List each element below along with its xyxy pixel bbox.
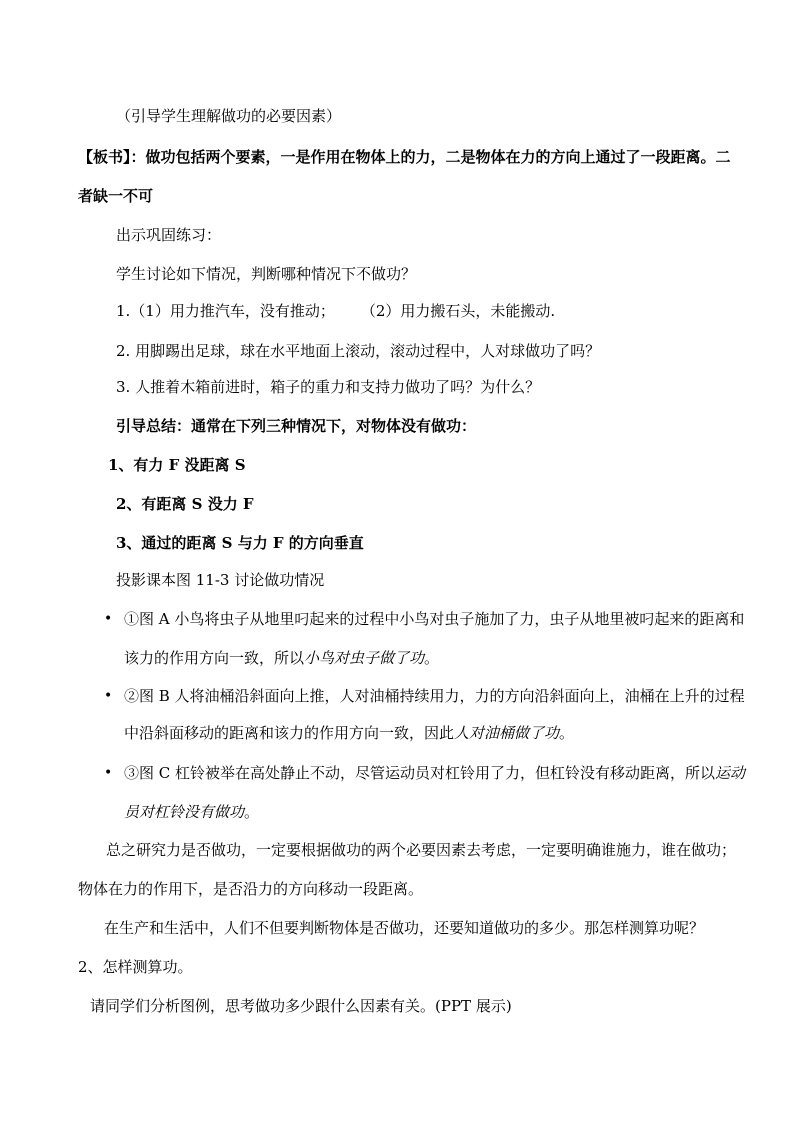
- figure-c-conclusion: 员对杠铃没有做功: [124, 803, 245, 821]
- figure-c-conclusion-start: 运动: [715, 764, 746, 782]
- figure-b-text: 中沿斜面移动的距离和该力的作用方向一致，因此: [124, 724, 455, 742]
- exercise-item-1: [116, 301, 555, 321]
- summary-line-2: 物体在力的作用下，是否沿力的方向移动一段距离。: [78, 880, 424, 898]
- exercise-item-2: 2. 用脚踢出足球，球在水平地面上滚动，滚动过程中，人对球做功了吗？: [116, 342, 601, 360]
- blackboard-label: 【板书】: [78, 148, 131, 166]
- figure-a-line-2: [124, 648, 439, 668]
- discussion-prompt: 学生讨论如下情况，判断哪种情况下不做功？: [116, 265, 417, 283]
- transition-question: 在生产和生活中，人们不但要判断物体是否做功，还要知道做功的多少。那怎样测算功呢？: [104, 919, 705, 937]
- blackboard-line-2: 者缺一不可: [78, 187, 154, 205]
- blackboard-line-1: [78, 147, 731, 167]
- case-2: 2、有距离 S 没力 F: [116, 495, 254, 513]
- exercise-item-3: 3. 人推着木箱前进时，箱子的重力和支持力做功了吗？为什么？: [116, 378, 541, 396]
- blackboard-text: ：做功包括两个要素，一是作用在物体上的力，二是物体在力的方向上通过了一段距离。二: [130, 148, 731, 166]
- summary-intro: 引导总结：通常在下列三种情况下，对物体没有做功：: [116, 417, 477, 435]
- figure-a-conclusion: 小鸟对虫子做了功: [304, 649, 425, 667]
- bullet-2: •: [104, 688, 113, 704]
- figure-b-conclusion: 人对油桶做了功: [454, 724, 560, 742]
- figure-c-line-1: [124, 763, 745, 783]
- exercise-item-1b: （2）用力搬石头，未能搬动.: [360, 302, 556, 320]
- figure-a-line-1: ①图 A 小鸟将虫子从地里叼起来的过程中小鸟对虫子施加了力，虫子从地里被叼起来的距离和: [124, 610, 745, 628]
- figure-a-text: 该力的作用方向一致，所以: [124, 649, 305, 667]
- bullet-1: •: [104, 611, 113, 627]
- figure-b-end: 。: [559, 724, 575, 742]
- section-heading: 2、怎样测算功。: [78, 958, 193, 976]
- analysis-prompt: 请同学们分析图例，思考做功多少跟什么因素有关。(PPT 展示): [90, 997, 512, 1015]
- figure-a-end: 。: [424, 649, 440, 667]
- projection-note: 投影课本图 11-3 讨论做功情况: [116, 571, 325, 589]
- figure-b-line-2: [124, 723, 574, 743]
- figure-c-end: 。: [244, 803, 260, 821]
- exercise-heading: 出示巩固练习：: [116, 226, 222, 244]
- figure-b-line-1: ②图 B 人将油桶沿斜面向上推，人对油桶持续用力，力的方向沿斜面向上，油桶在上升的过程: [124, 687, 745, 705]
- guide-note: （引导学生理解做功的必要因素）: [116, 107, 342, 125]
- figure-c-text: ③图 C 杠铃被举在高处静止不动，尽管运动员对杠铃用了力，但杠铃没有移动距离，所以: [124, 764, 716, 782]
- case-1: 1、有力 F 没距离 S: [108, 456, 246, 474]
- bullet-3: •: [104, 765, 113, 781]
- exercise-item-1a: 1.（1）用力推汽车，没有推动；: [116, 302, 335, 320]
- case-3: 3、通过的距离 S 与力 F 的方向垂直: [116, 534, 364, 552]
- summary-line-1: 总之研究力是否做功，一定要根据做功的两个必要因素去考虑，一定要明确谁施力，谁在做功；: [106, 841, 737, 859]
- figure-c-line-2: [124, 802, 259, 822]
